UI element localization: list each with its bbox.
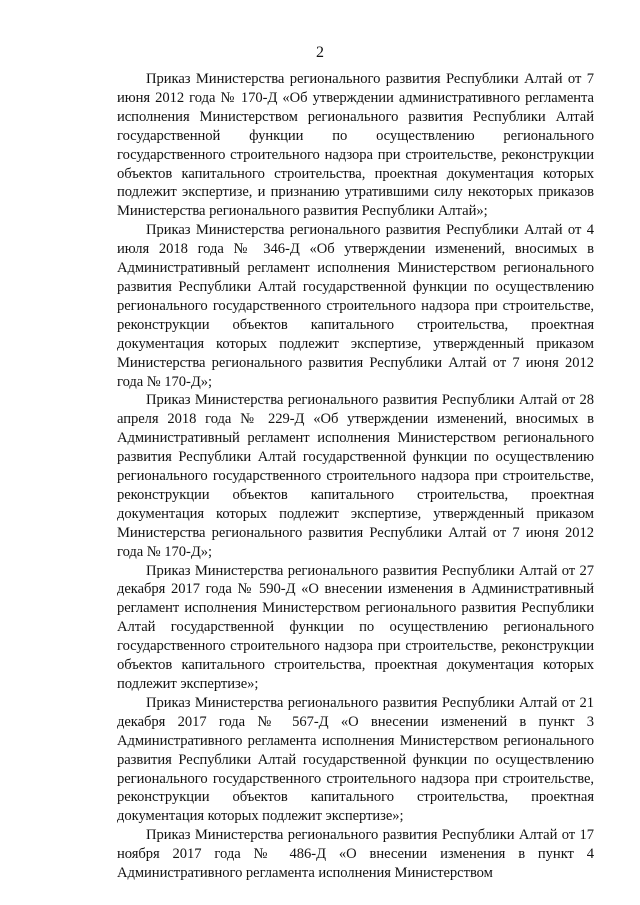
paragraph-order-170-d: Приказ Министерства регионального развития Республики Алтай от 7 июня 2012 года № 170-Д «Об утверждении административного регламента исполнения Министерством регионального развития Республики Алтай государственной функции по осуществлению регионального государственного строительного надзора при строительстве, реконструкции объектов капитального строительства, проектная документация которых подлежит экспертизе, и признанию утратившими силу некоторых приказов Министерства регионального развития Республики Алтай»; xyxy=(117,71,594,220)
paragraph-order-229-d: Приказ Министерства регионального развития Республики Алтай от 28 апреля 2018 года № 229-Д «Об утверждении изменений, вносимых в Административный регламент исполнения Министерством регионального развития Республики Алтай государственной функции по осуществлению регионального государственного строительного надзора при строительстве, реконструкции объектов капитального строительства, проектная документация которых подлежит экспертизе, утвержденный приказом Министерства регионального развития Республики Алтай от 7 июня 2012 года № 170-Д»; xyxy=(117,392,594,560)
document-body xyxy=(117,70,594,883)
paragraph-order-486-d: Приказ Министерства регионального развития Республики Алтай от 17 ноября 2017 года № 486-Д «О внесении изменения в пункт 4 Административного регламента исполнения Министерством xyxy=(117,827,594,882)
paragraph-order-346-d: Приказ Министерства регионального развития Республики Алтай от 4 июля 2018 года № 346-Д «Об утверждении изменений, вносимых в Административный регламент исполнения Министерством регионального развития Республики Алтай государственной функции по осуществлению регионального государственного строительного надзора при строительстве, реконструкции объектов капитального строительства, проектная документация которых подлежит экспертизе, утвержденный приказом Министерства регионального развития Республики Алтай от 7 июня 2012 года № 170-Д»; xyxy=(117,222,594,390)
paragraph-order-567-d: Приказ Министерства регионального развития Республики Алтай от 21 декабря 2017 года № 567-Д «О внесении изменений в пункт 3 Административного регламента исполнения Министерством регионального развития Республики Алтай государственной функции по осуществлению регионального государственного строительного надзора при строительстве, реконструкции объектов капитального строительства, проектная документация которых подлежит экспертизе»; xyxy=(117,694,594,825)
page-number: 2 xyxy=(316,44,324,61)
paragraph-order-590-d: Приказ Министерства регионального развития Республики Алтай от 27 декабря 2017 года № 590-Д «О внесении изменения в Административный регламент исполнения Министерством регионального развития Республики Алтай государственной функции по осуществлению регионального государственного строительного надзора при строительстве, реконструкции объектов капитального строительства, проектная документация которых подлежит экспертизе»; xyxy=(117,562,594,692)
